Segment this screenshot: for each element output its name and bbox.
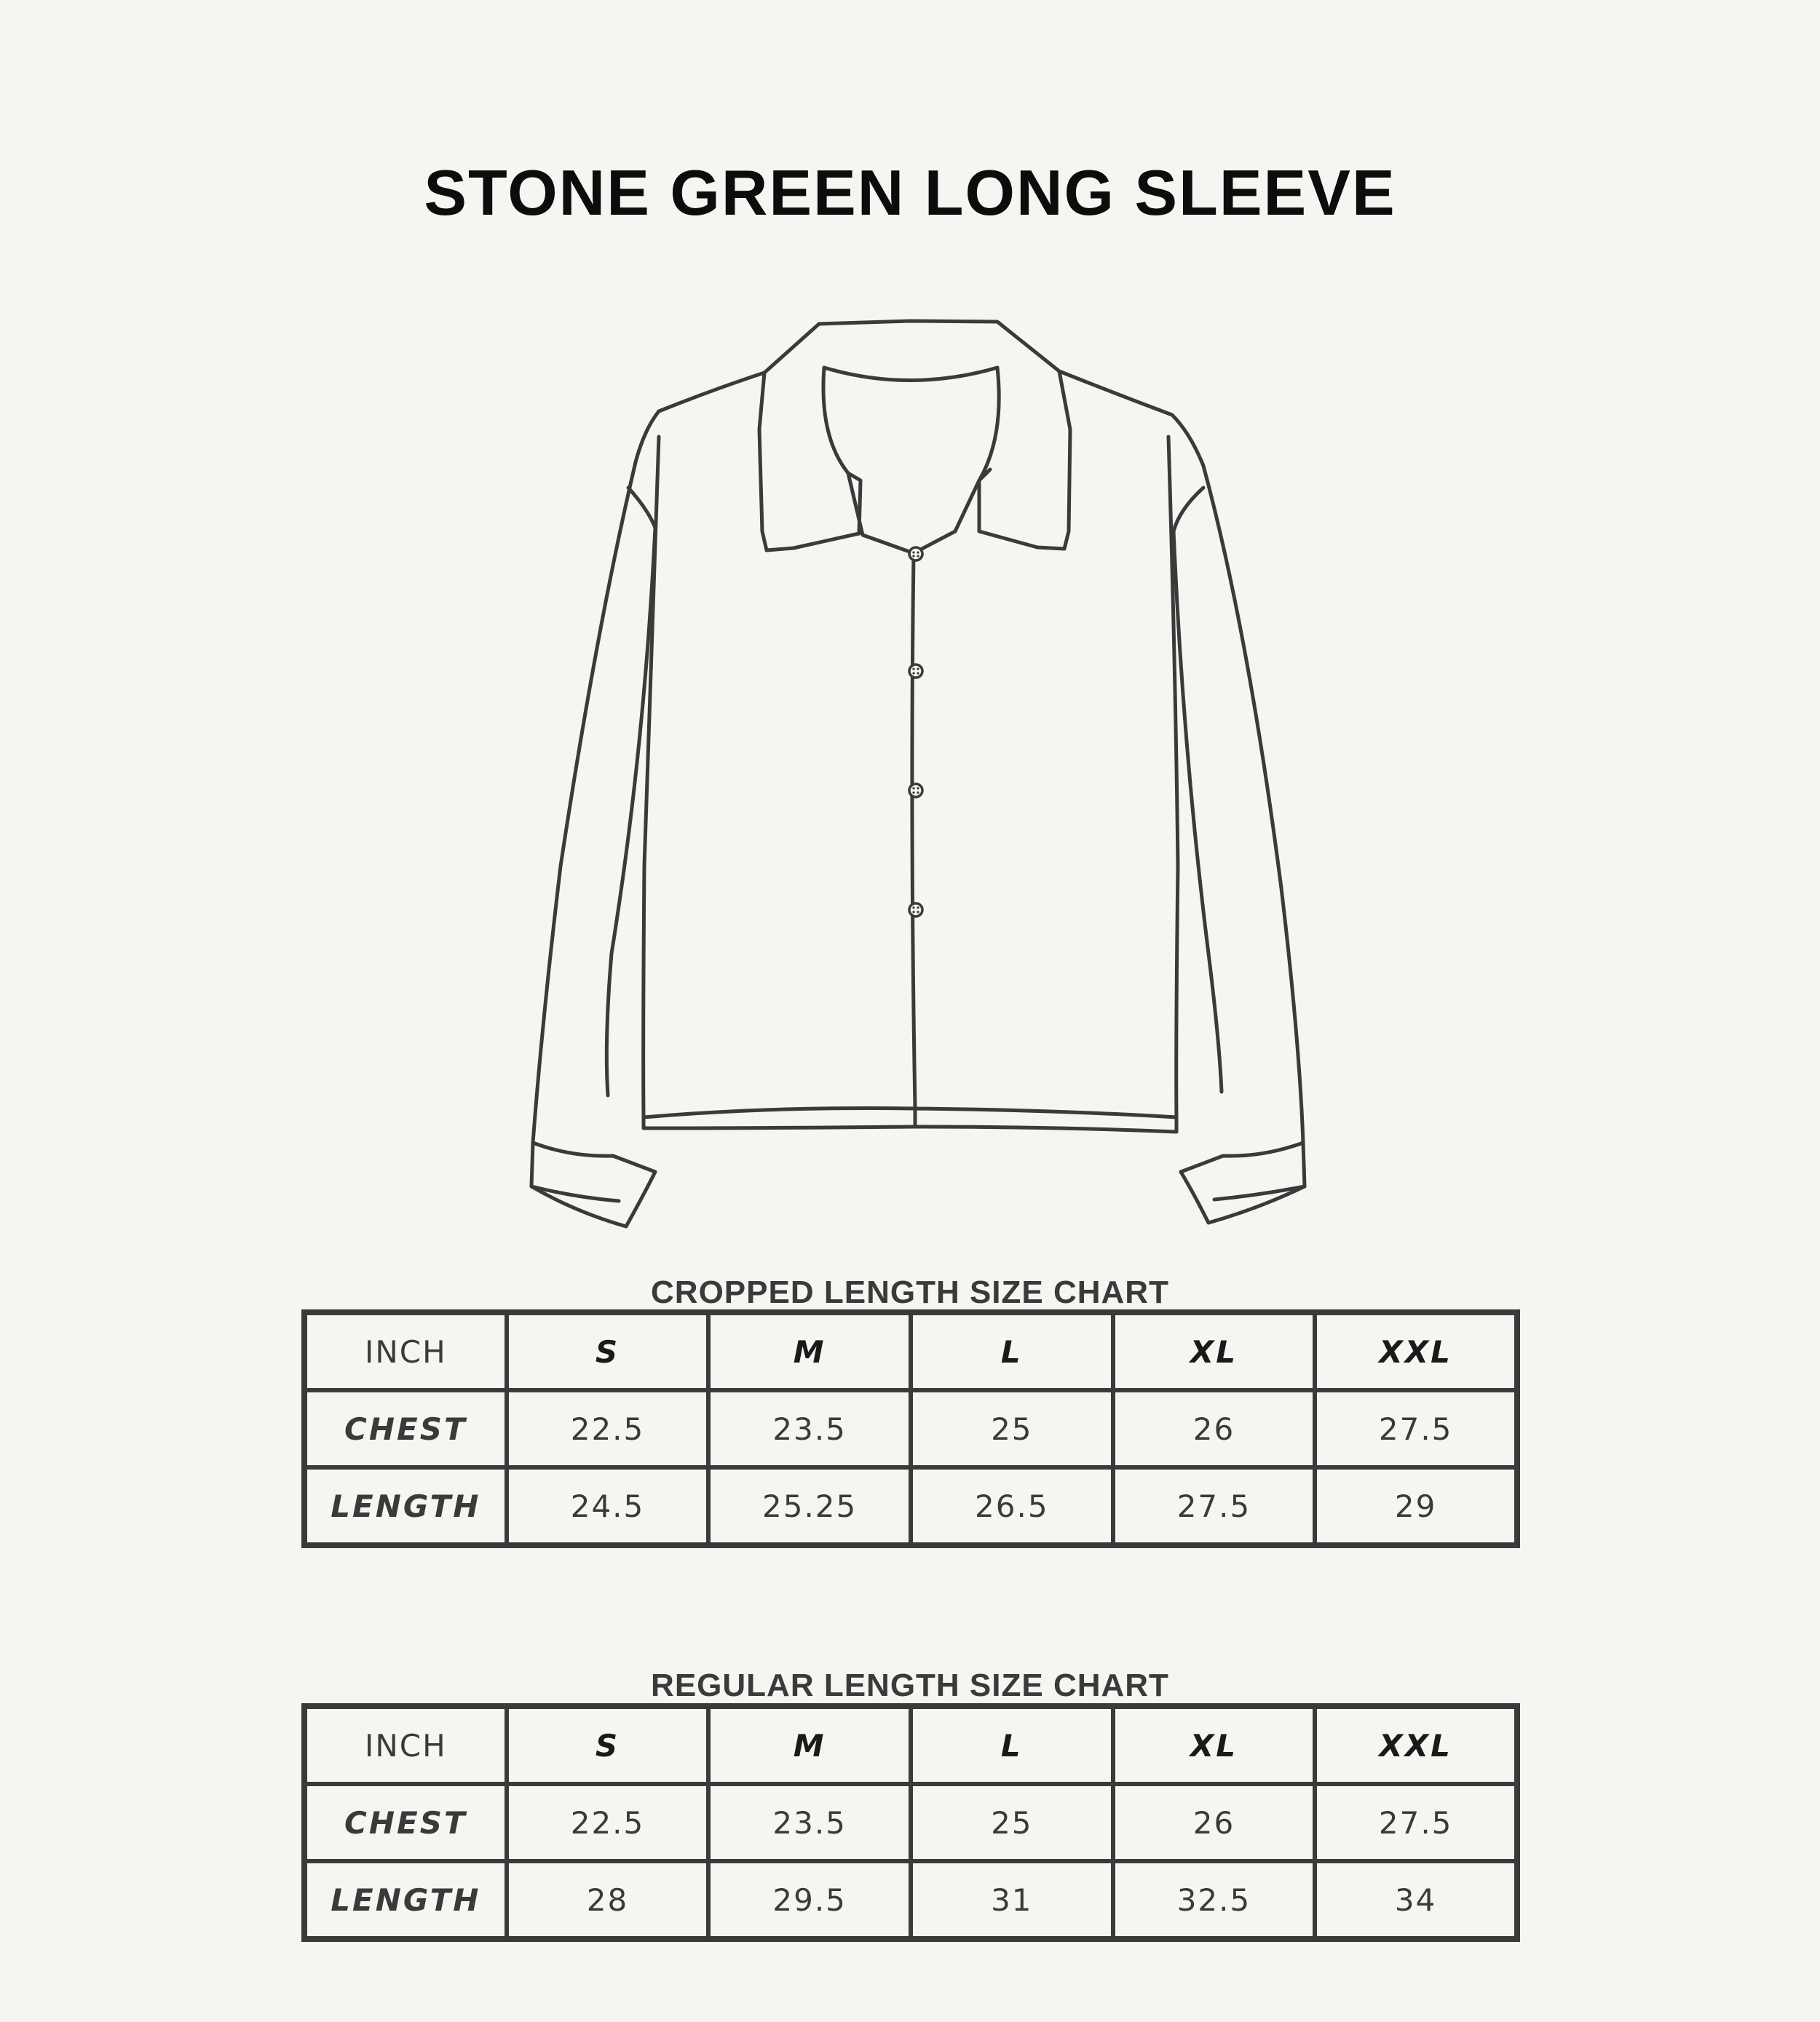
table-cell: 23.5 [708, 1784, 911, 1861]
table-cell: 32.5 [1113, 1861, 1315, 1939]
row-label: LENGTH [304, 1467, 507, 1545]
table-row [304, 1467, 1517, 1545]
size-header: S [507, 1706, 709, 1784]
table-cell: 26 [1113, 1390, 1315, 1467]
table-cell: 28 [507, 1861, 709, 1939]
table-cell: 34 [1315, 1861, 1517, 1939]
regular-size-table [301, 1703, 1520, 1942]
table-cell: 24.5 [507, 1467, 709, 1545]
cropped-size-table [301, 1309, 1520, 1548]
unit-header: INCH [304, 1312, 507, 1390]
size-header: M [708, 1312, 911, 1390]
shirt-line-drawing-icon [437, 313, 1383, 1245]
unit-header: INCH [304, 1706, 507, 1784]
page-title: STONE GREEN LONG SLEEVE [424, 156, 1396, 229]
table-cell: 27.5 [1315, 1784, 1517, 1861]
shirt-button-icon [909, 665, 922, 678]
size-header: XXL [1315, 1706, 1517, 1784]
size-header: S [507, 1312, 709, 1390]
size-header: XL [1113, 1312, 1315, 1390]
table-cell: 31 [911, 1861, 1113, 1939]
size-header: L [911, 1312, 1113, 1390]
table-cell: 27.5 [1113, 1467, 1315, 1545]
regular-chart-title: REGULAR LENGTH SIZE CHART [651, 1668, 1169, 1703]
table-cell: 26 [1113, 1784, 1315, 1861]
table-cell: 29 [1315, 1467, 1517, 1545]
cropped-chart-title: CROPPED LENGTH SIZE CHART [651, 1274, 1169, 1310]
table-cell: 22.5 [507, 1784, 709, 1861]
table-header-row [304, 1312, 1517, 1390]
size-header: XXL [1315, 1312, 1517, 1390]
table-cell: 25 [911, 1784, 1113, 1861]
shirt-button-icon [909, 547, 922, 560]
table-cell: 27.5 [1315, 1390, 1517, 1467]
table-row [304, 1784, 1517, 1861]
table-row [304, 1861, 1517, 1939]
table-cell: 25.25 [708, 1467, 911, 1545]
table-header-row [304, 1706, 1517, 1784]
table-cell: 22.5 [507, 1390, 709, 1467]
size-header: XL [1113, 1706, 1315, 1784]
table-cell: 25 [911, 1390, 1113, 1467]
row-label: LENGTH [304, 1861, 507, 1939]
table-cell: 29.5 [708, 1861, 911, 1939]
table-cell: 23.5 [708, 1390, 911, 1467]
row-label: CHEST [304, 1390, 507, 1467]
size-header: M [708, 1706, 911, 1784]
shirt-button-icon [909, 903, 922, 916]
size-header: L [911, 1706, 1113, 1784]
shirt-button-icon [909, 784, 922, 797]
table-row [304, 1390, 1517, 1467]
row-label: CHEST [304, 1784, 507, 1861]
table-cell: 26.5 [911, 1467, 1113, 1545]
